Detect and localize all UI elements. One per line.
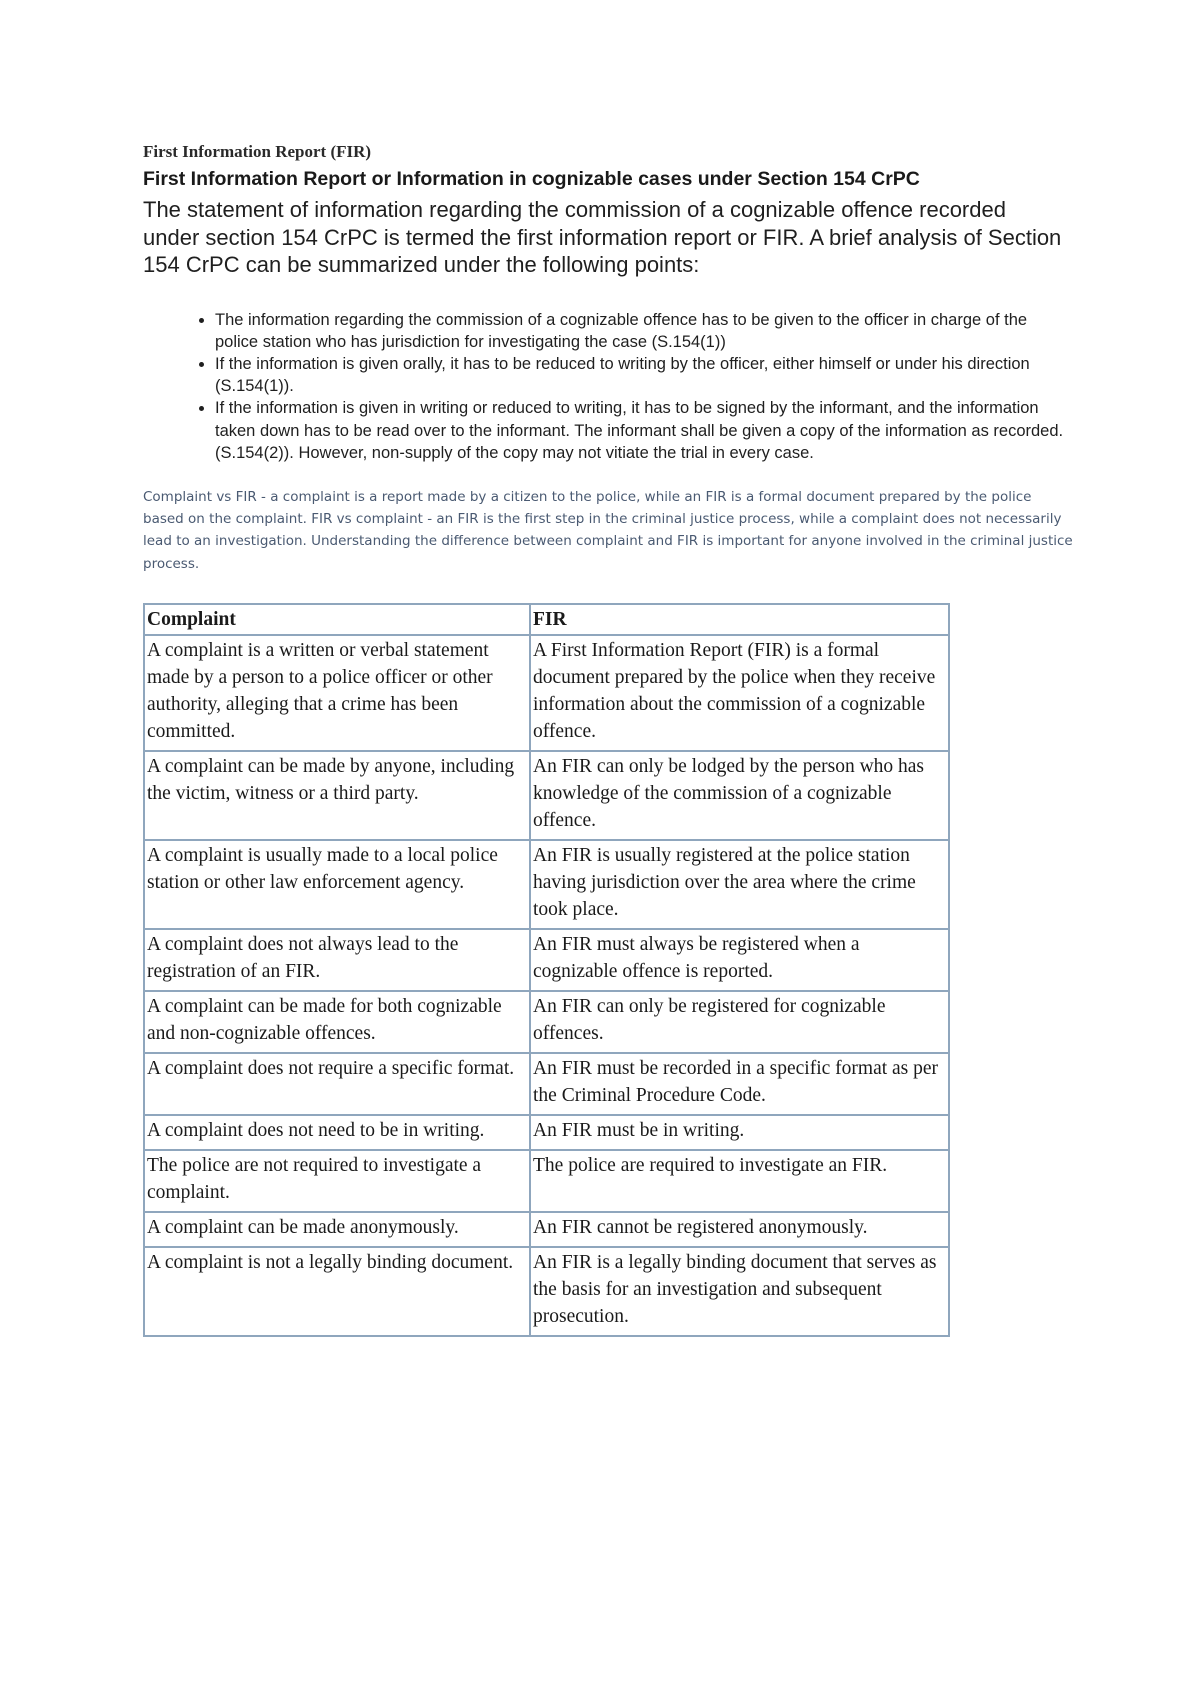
list-item: • The information regarding the commission of a cognizable offence has to be given to the officer in charge of the police station who has jurisdiction for investigating the case (S.154(1)) — [215, 309, 1070, 353]
table-row — [144, 840, 949, 929]
fir-cell: The police are required to investigate an FIR. — [530, 1150, 949, 1212]
complaint-cell: A complaint is not a legally binding document. — [144, 1247, 530, 1336]
fir-cell: An FIR must always be registered when a cognizable offence is reported. — [530, 929, 949, 991]
complaint-cell: A complaint can be made anonymously. — [144, 1212, 530, 1247]
fir-cell: An FIR is a legally binding document that serves as the basis for an investigation and subsequent prosecution. — [530, 1247, 949, 1336]
table-row — [144, 991, 949, 1053]
table-row — [144, 929, 949, 991]
fir-cell: An FIR must be recorded in a specific format as per the Criminal Procedure Code. — [530, 1053, 949, 1115]
table-row — [144, 1053, 949, 1115]
complaint-vs-fir-note: Complaint vs FIR - a complaint is a report made by a citizen to the police, while an FIR is a formal document prepared by the police based on the complaint. FIR vs complaint - an FIR is the first step in the criminal justice process, while a complaint does not necessarily lead to an investigation. Understanding the difference between complaint and FIR is important for anyone involved in the criminal justice process. — [143, 488, 1073, 572]
fir-cell: An FIR can only be registered for cognizable offences. — [530, 991, 949, 1053]
table-row — [144, 1150, 949, 1212]
list-item: • If the information is given orally, it has to be reduced to writing by the officer, either himself or under his direction (S.154(1)). — [215, 353, 1070, 397]
complaint-vs-fir-table — [143, 603, 950, 1337]
complaint-cell: A complaint does not need to be in writing. — [144, 1115, 530, 1150]
table-row — [144, 635, 949, 751]
intro-paragraph: The statement of information regarding the commission of a cognizable offence recorded under section 154 CrPC is termed the first information report or FIR. A brief analysis of Section 154 CrPC can be summarized under the following points: — [143, 197, 1062, 277]
complaint-cell: A complaint can be made for both cognizable and non-cognizable offences. — [144, 991, 530, 1053]
table-row — [144, 1247, 949, 1336]
fir-cell: An FIR cannot be registered anonymously. — [530, 1212, 949, 1247]
table-row — [144, 1115, 949, 1150]
fir-cell: A First Information Report (FIR) is a formal document prepared by the police when they receive information about the commission of a cognizable offence. — [530, 635, 949, 751]
fir-cell: An FIR must be in writing. — [530, 1115, 949, 1150]
column-header-fir: FIR — [530, 604, 949, 635]
section-heading: First Information Report or Information in cognizable cases under Section 154 CrPC — [143, 168, 920, 190]
list-item: • If the information is given in writing or reduced to writing, it has to be signed by the informant, and the information taken down has to be read over to the informant. The informant shall be given a copy of the information as recorded. (S.154(2)). However, non-supply of the copy may not vitiate the trial in every case. — [215, 397, 1070, 464]
complaint-cell: A complaint does not require a specific format. — [144, 1053, 530, 1115]
complaint-cell: A complaint can be made by anyone, including the victim, witness or a third party. — [144, 751, 530, 840]
document-title: First Information Report (FIR) — [143, 142, 372, 161]
document-page — [143, 140, 1083, 1337]
column-header-complaint: Complaint — [144, 604, 530, 635]
complaint-cell: A complaint does not always lead to the registration of an FIR. — [144, 929, 530, 991]
fir-cell: An FIR is usually registered at the police station having jurisdiction over the area where the crime took place. — [530, 840, 949, 929]
table-header-row — [144, 604, 949, 635]
section-154-points-list — [143, 309, 1070, 464]
table-row — [144, 1212, 949, 1247]
table-row — [144, 751, 949, 840]
fir-cell: An FIR can only be lodged by the person who has knowledge of the commission of a cognizable offence. — [530, 751, 949, 840]
complaint-cell: A complaint is a written or verbal statement made by a person to a police officer or other authority, alleging that a crime has been committed. — [144, 635, 530, 751]
complaint-cell: A complaint is usually made to a local police station or other law enforcement agency. — [144, 840, 530, 929]
complaint-cell: The police are not required to investigate a complaint. — [144, 1150, 530, 1212]
